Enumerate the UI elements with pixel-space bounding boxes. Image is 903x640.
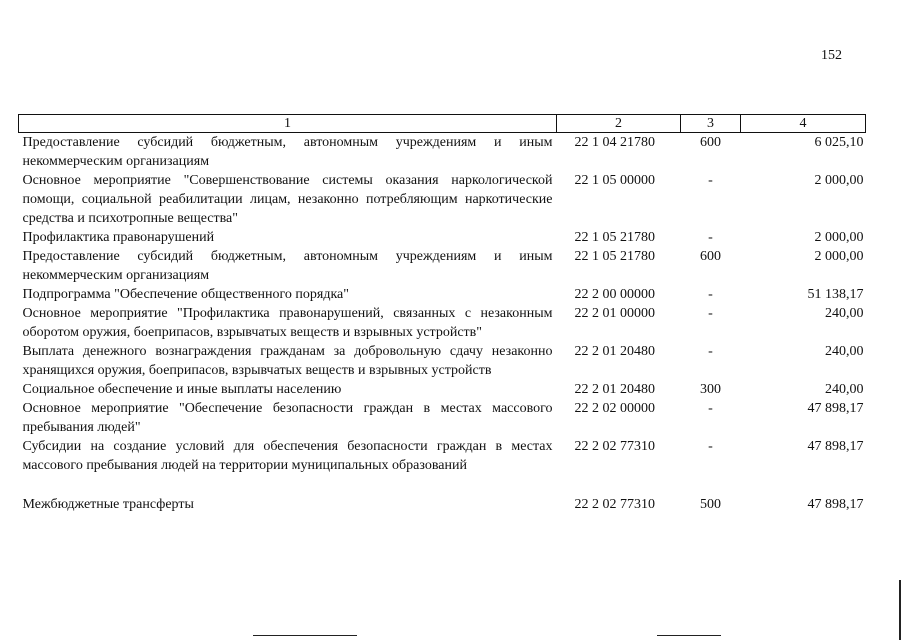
row-name: Основное мероприятие "Обеспечение безопасности граждан в местах массового пребывания людей": [22, 401, 553, 435]
row-name: Предоставление субсидий бюджетным, автономным учреждениям и иным некоммерческим организациям: [22, 135, 553, 169]
row-name: Выплата денежного вознаграждения гражданам за добровольную сдачу незаконно хранящихся оружия, боеприпасов, взрывчатых веществ и взрывных устройств: [22, 344, 553, 378]
row-amount: 51 138,17: [807, 287, 864, 302]
row-code: 22 1 05 21780: [574, 230, 655, 245]
row-amount: 47 898,17: [807, 497, 864, 512]
row-type: -: [708, 306, 713, 321]
row-type: 600: [700, 249, 721, 264]
row-code: 22 2 01 00000: [574, 306, 655, 321]
row-amount: 2 000,00: [814, 173, 864, 188]
row-amount: 6 025,10: [814, 135, 864, 150]
budget-table: [18, 114, 866, 514]
column-header-type: 3: [681, 115, 741, 133]
table-row: [19, 495, 866, 514]
row-type: 600: [700, 135, 721, 150]
column-header-name: 1: [19, 115, 557, 133]
row-type: -: [708, 173, 713, 188]
row-code: 22 2 02 77310: [574, 497, 655, 512]
page-number: 152: [821, 48, 842, 63]
table-row: [19, 285, 866, 304]
row-amount: 47 898,17: [807, 439, 864, 454]
row-type: -: [708, 344, 713, 359]
row-name: Основное мероприятие "Профилактика правонарушений, связанных с незаконным оборотом оружия, боеприпасов, взрывчатых веществ и взрывных устройств": [22, 306, 553, 340]
row-code: 22 1 04 21780: [574, 135, 655, 150]
row-type: -: [708, 287, 713, 302]
table-row: [19, 342, 866, 380]
column-header-code: 2: [557, 115, 681, 133]
scan-artifact-edge: [899, 580, 901, 640]
scan-artifact-line: [253, 635, 357, 636]
table-row: [19, 304, 866, 342]
table-row: [19, 133, 866, 172]
row-name: Социальное обеспечение и иные выплаты населению: [22, 382, 342, 397]
column-header-amount: 4: [741, 115, 866, 133]
row-amount: 47 898,17: [807, 401, 864, 416]
row-type: 500: [700, 497, 721, 512]
row-type: -: [708, 401, 713, 416]
table-row: [19, 437, 866, 475]
row-code: 22 2 01 20480: [574, 344, 655, 359]
scan-artifact-line: [657, 635, 721, 636]
table-row: [19, 380, 866, 399]
row-name: Предоставление субсидий бюджетным, автономным учреждениям и иным некоммерческим организациям: [22, 249, 553, 283]
table-row: [19, 247, 866, 285]
row-code: 22 2 02 77310: [574, 439, 655, 454]
row-amount: 240,00: [825, 306, 864, 321]
row-code: 22 1 05 21780: [574, 249, 655, 264]
table-spacer-row: [19, 475, 866, 495]
table-row: [19, 399, 866, 437]
table-row: [19, 171, 866, 228]
row-name: Межбюджетные трансферты: [22, 497, 194, 512]
row-code: 22 2 00 00000: [574, 287, 655, 302]
table-header-row: [19, 115, 866, 133]
row-code: 22 2 01 20480: [574, 382, 655, 397]
row-name: Субсидии на создание условий для обеспечения безопасности граждан в местах массового пребывания людей на территории муниципальных образований: [22, 439, 553, 473]
row-type: -: [708, 439, 713, 454]
row-amount: 2 000,00: [814, 249, 864, 264]
table-row: [19, 228, 866, 247]
row-type: -: [708, 230, 713, 245]
row-amount: 240,00: [825, 382, 864, 397]
row-code: 22 1 05 00000: [574, 173, 655, 188]
row-amount: 2 000,00: [814, 230, 864, 245]
row-type: 300: [700, 382, 721, 397]
row-name: Подпрограмма "Обеспечение общественного порядка": [22, 287, 349, 302]
row-name: Профилактика правонарушений: [22, 230, 215, 245]
row-amount: 240,00: [825, 344, 864, 359]
row-code: 22 2 02 00000: [574, 401, 655, 416]
row-name: Основное мероприятие "Совершенствование системы оказания наркологической помощи, социальной реабилитации лицам, незаконно потребляющим наркотические средства и психотропные вещества": [22, 173, 553, 226]
